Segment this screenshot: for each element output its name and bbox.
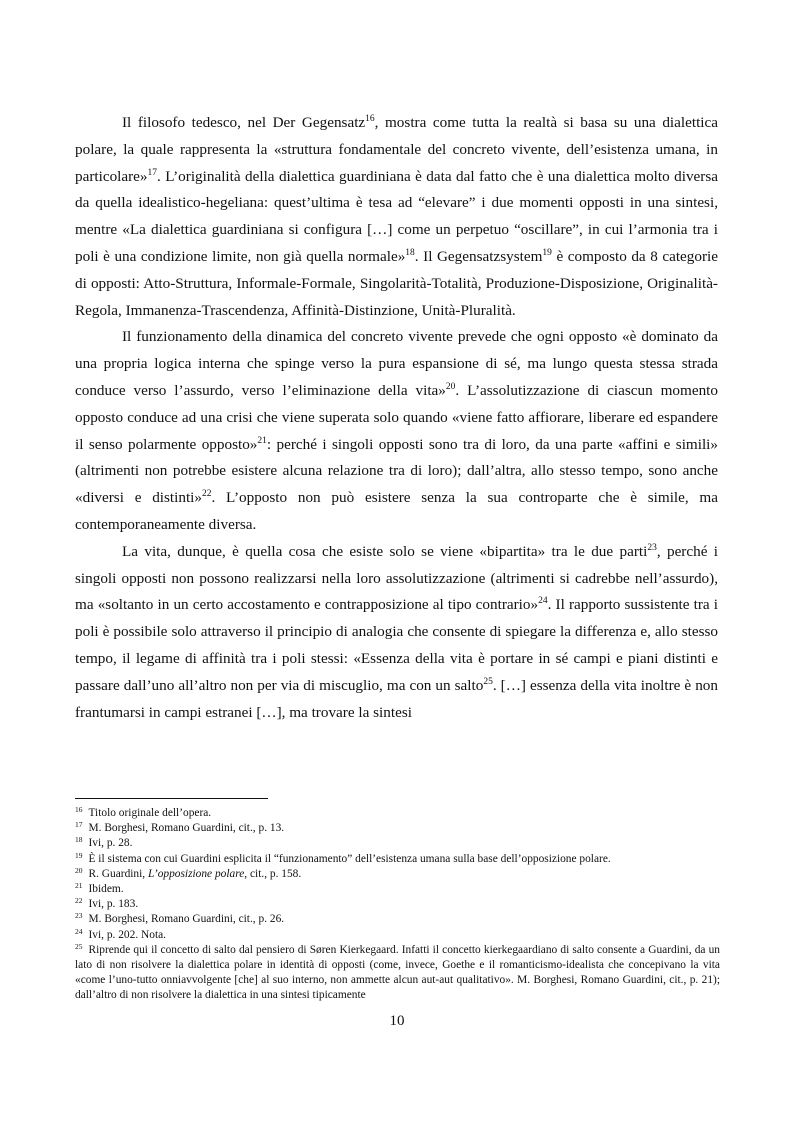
text-run: Ivi, p. 202. Nota.: [88, 928, 167, 941]
footnote-text: [89, 929, 167, 941]
footnote-ref: 16: [365, 114, 375, 124]
text-run: , mostra come tutta la realtà si basa su una dialettica polare, la quale rappresenta la «struttura fondamentale del concreto vivente, dell’esistenza umana, in particolare»: [75, 114, 718, 185]
text-run: M. Borghesi, Romano Guardini, cit., p. 26.: [88, 913, 285, 926]
text-run: . L’opposto non può esistere senza la sua controparte che è simile, ma contemporaneamente diversa.: [75, 489, 718, 533]
footnote: [75, 912, 720, 927]
paragraph: [75, 110, 718, 324]
footnote-ref: 25: [483, 676, 493, 687]
footnote-text: [89, 868, 302, 880]
footnote-number: 23: [75, 911, 83, 921]
footnote: [75, 928, 720, 943]
footnote-text: [89, 807, 212, 819]
footnote-text: [89, 898, 139, 910]
footnote: [75, 821, 720, 836]
paragraph: [75, 539, 718, 727]
text-run: Il funzionamento della dinamica del concreto vivente prevede che ogni opposto «è dominato da una propria logica interna che spinge verso la pura espansione di sé, ma lungo questa stessa strada conduce verso l’assurdo, verso l’eliminazione della vita»: [75, 328, 718, 399]
footnote: [75, 852, 720, 867]
footnote-ref: 20: [445, 381, 456, 392]
footnote-text: [89, 822, 285, 834]
footnote-number: 18: [75, 835, 83, 845]
footnote-number: 20: [75, 865, 83, 875]
footnote-number: 19: [75, 850, 83, 860]
footnote: [75, 943, 720, 1004]
footnotes: [75, 806, 720, 1004]
text-run: Ivi, p. 28.: [88, 837, 133, 850]
footnote: [75, 867, 720, 882]
page-number: 10: [389, 1013, 405, 1029]
footnote-ref: 22: [202, 489, 212, 500]
footnote-separator: [75, 798, 268, 799]
text-run: R. Guardini,: [88, 867, 148, 880]
footnote: [75, 806, 720, 821]
text-run: La vita, dunque, è quella cosa che esiste solo se viene «bipartita» tra le due parti: [122, 542, 648, 560]
text-run: È il sistema con cui Guardini esplicita il “funzionamento” dell’esistenza umana sulla base dell’opposizione polare.: [88, 852, 611, 865]
text-run: . L’assolutizzazione di ciascun momento opposto conduce ad una crisi che viene superata solo quando «viene fatto affiorare, liberare ed espandere il senso polarmente opposto»: [75, 381, 718, 453]
footnote: [75, 882, 720, 897]
footnote-ref: 23: [647, 542, 657, 553]
footnote-text: [89, 913, 285, 925]
text-run: . Il rapporto sussistente tra i poli è possibile solo attraverso il principio di analogia che consente di spiegare la differenza e, allo stesso tempo, il legame di affinità tra i poli stessi: «Essenza della vita è portare in sé campi e piani distinti e passare dall’uno all’altro non per via di miscuglio, ma con un salto: [75, 596, 719, 694]
italic-text: L’opposizione polare: [147, 867, 245, 880]
footnote-ref: 24: [538, 596, 548, 607]
footnote-text: [89, 883, 124, 895]
text-run: Titolo originale dell’opera.: [88, 807, 212, 819]
text-run: Riprende qui il concetto di salto dal pensiero di Søren Kierkegaard. Infatti il concetto kierkegaardiano di salto consente a Guardini, da un lato di non risolvere la dialettica polare in identità di opposti (come, invece, Goethe e il romanticismo-idealista che concepivano la vita «come l’uno-tutto onniavvolgente [che] al suo interno, non ammette alcun aut-aut qualitativo». M. Borghesi, Romano Guardini, cit., p. 21); dall’altro di non risolvere la dialettica in una sintesi tipicamente: [75, 943, 720, 1002]
footnote-number: 25: [75, 941, 83, 951]
footnote-ref: 18: [405, 247, 415, 258]
text-run: , cit., p. 158.: [244, 867, 302, 880]
footnote-number: 24: [75, 926, 83, 936]
text-run: Ibidem.: [88, 883, 124, 896]
body-text: [75, 110, 718, 726]
footnote-number: 22: [75, 896, 83, 906]
footnote-number: 16: [75, 805, 83, 814]
footnote-number: 21: [75, 881, 83, 891]
text-run: . […] essenza della vita inoltre è non frantumarsi in campi estranei […], ma trovare la sintesi: [75, 676, 718, 721]
text-run: , perché i singoli opposti non possono realizzarsi nella loro assolutizzazione (altrimenti si cadrebbe nell’assurdo), ma «soltanto in un certo accostamento e contrapposizione al tipo contrario»: [75, 542, 719, 614]
footnote-ref: 19: [542, 247, 552, 258]
text-run: Ivi, p. 183.: [88, 898, 139, 911]
text-run: è composto da 8 categorie di opposti: Atto-Struttura, Informale-Formale, Singolarità-Totalità, Produzione-Disposizione, Originalità-Regola, Immanenza-Trascendenza, Affinità-Distinzione, Unità-Pluralità.: [75, 247, 718, 319]
text-run: . L’originalità della dialettica guardiniana è data dal fatto che è una dialettica molto diversa da quella idealistico-hegeliana: quest’ultima è tesa ad “elevare” i due momenti opposti in una sintesi, mentre «La dialettica guardiniana si configura […] come un perpetuo “oscillare”, in cui l’armonia tra i poli è una condizione limite, non già quella normale»: [75, 167, 718, 265]
footnote-ref: 17: [147, 167, 158, 178]
text-run: Il filosofo tedesco, nel Der Gegensatz: [122, 114, 366, 131]
paragraph: [75, 324, 718, 538]
text-run: : perché i singoli opposti sono tra di loro, da una parte «affini e simili» (altrimenti non potrebbe esistere alcuna relazione tra di loro); dall’altra, allo stesso tempo, sono anche «diversi e distinti»: [75, 435, 718, 507]
footnote-text: [89, 837, 133, 849]
text-run: M. Borghesi, Romano Guardini, cit., p. 13.: [88, 822, 285, 835]
footnote-number: 17: [75, 820, 83, 830]
footnote-text: [75, 941, 720, 1002]
footnote-text: [89, 853, 611, 865]
footnote: [75, 836, 720, 851]
text-run: . Il Gegensatzsystem: [414, 247, 543, 265]
footnote: [75, 897, 720, 912]
footnote-ref: 21: [257, 435, 267, 446]
